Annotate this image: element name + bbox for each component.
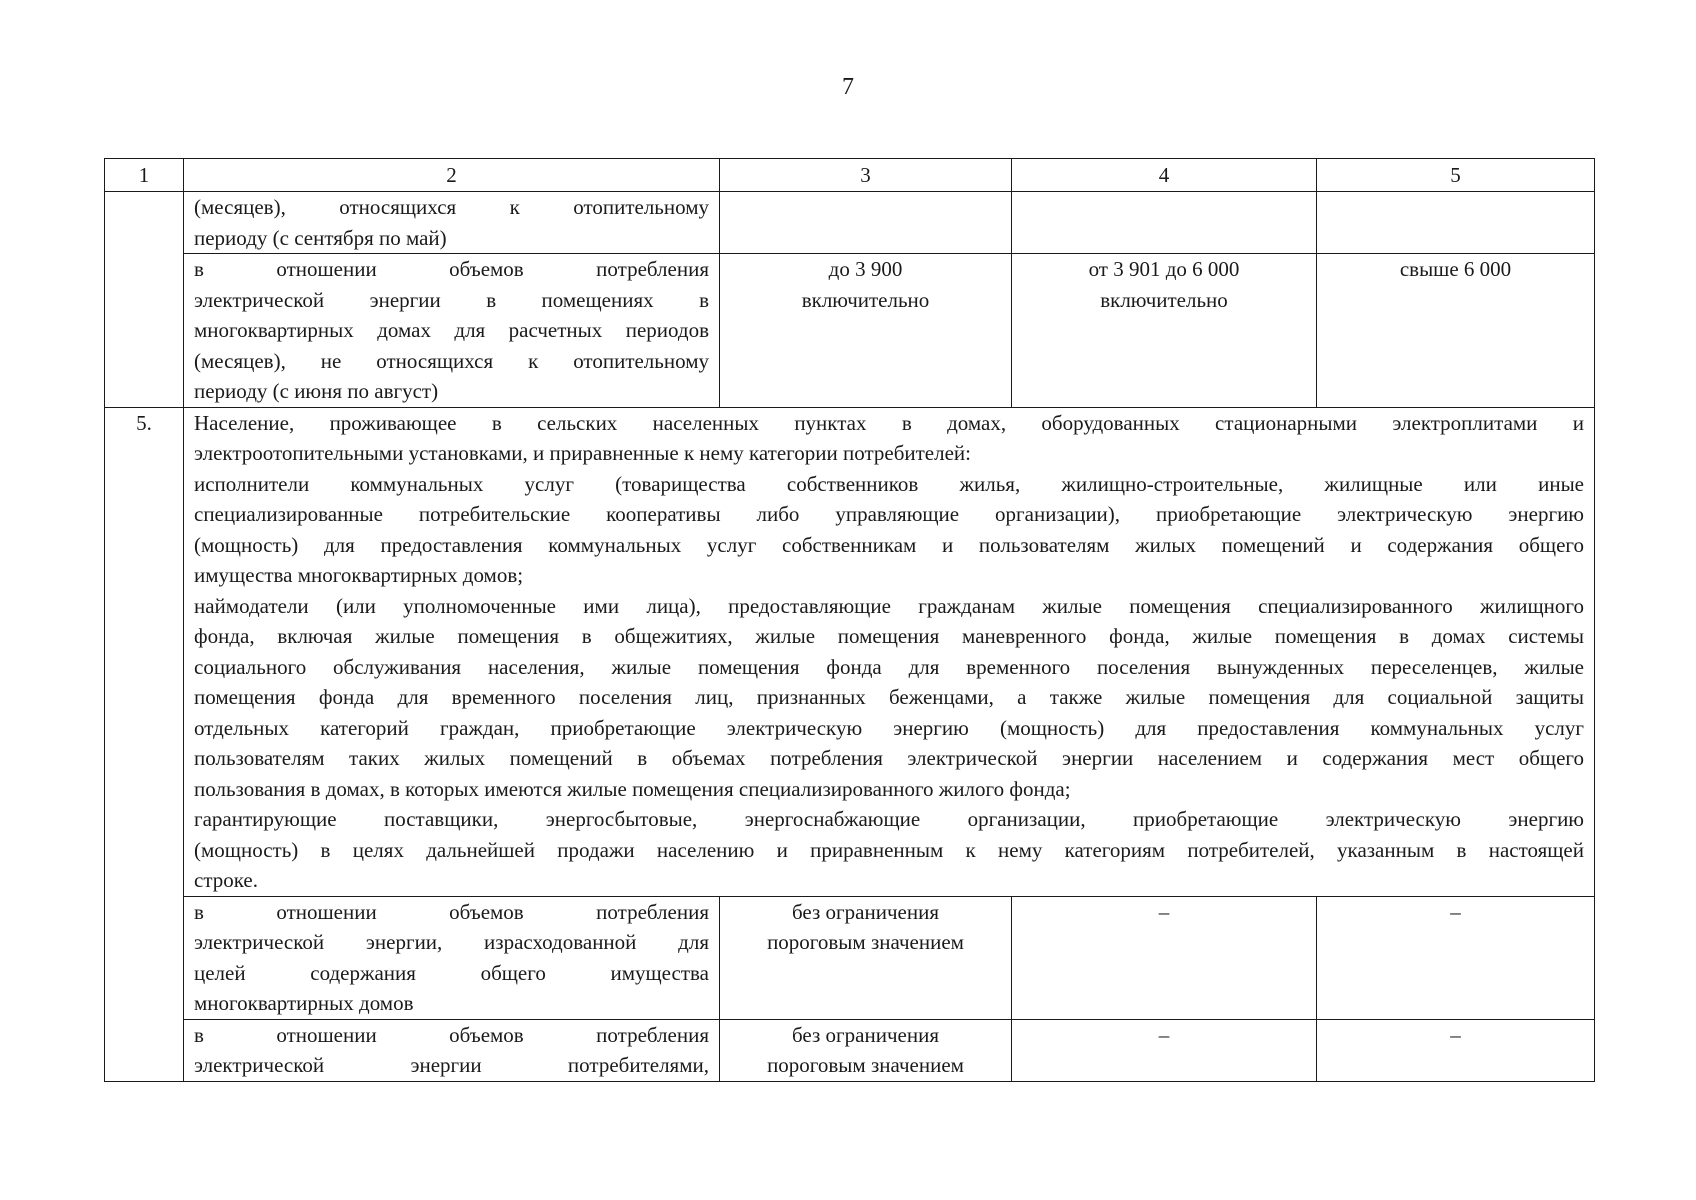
table-row xyxy=(105,407,1595,896)
row-b-description: в отношении объемов потребления электрической энергии в помещениях в многоквартирных домах для расчетных периодов (месяцев), не относящихся к отопительному периоду (с июня по август) xyxy=(184,254,720,408)
row-d-col4: – xyxy=(1012,1019,1317,1081)
row-c-col3: без ограничения пороговым значением xyxy=(720,896,1012,1019)
row-a-col3 xyxy=(720,192,1012,254)
row-a-col5 xyxy=(1317,192,1595,254)
row-a-description: (месяцев), относящихся к отопительному периоду (с сентября по май) xyxy=(184,192,720,254)
page-number: 7 xyxy=(842,74,854,100)
row-number-cell xyxy=(105,192,184,408)
row-c-col5: – xyxy=(1317,896,1595,1019)
row-c-description: в отношении объемов потребления электрической энергии, израсходованной для целей содержания общего имущества многоквартирных домов xyxy=(184,896,720,1019)
table-row xyxy=(105,896,1595,1019)
tariff-table xyxy=(104,158,1595,1082)
row-c-col4: – xyxy=(1012,896,1317,1019)
row-a-col4 xyxy=(1012,192,1317,254)
row-b-col5: свыше 6 000 xyxy=(1317,254,1595,408)
row-b-col4: от 3 901 до 6 000 включительно xyxy=(1012,254,1317,408)
row-d-col5: – xyxy=(1317,1019,1595,1081)
row-d-col3: без ограничения пороговым значением xyxy=(720,1019,1012,1081)
table-header-row xyxy=(105,159,1595,192)
header-col-3: 3 xyxy=(720,159,1012,192)
row-d-description: в отношении объемов потребления электрической энергии потребителями, xyxy=(184,1019,720,1081)
table-row xyxy=(105,1019,1595,1081)
row-b-col3: до 3 900 включительно xyxy=(720,254,1012,408)
header-col-1: 1 xyxy=(105,159,184,192)
table-row xyxy=(105,254,1595,408)
header-col-2: 2 xyxy=(184,159,720,192)
row-5-description: Население, проживающее в сельских населенных пунктах в домах, оборудованных стационарными электроплитами и электроотопительными установками, и приравненные к нему категории потребителей: исполнители коммунальных услуг (товарищества собственников жилья, жилищно-строительные, жилищные или иные специализированные потребительские кооперативы либо управляющие организации), приобретающие электрическую энергию (мощность) для предоставления коммунальных услуг собственникам и пользователям жилых помещений и содержания общего имущества многоквартирных домов; наймодатели (или уполномоченные ими лица), предоставляющие гражданам жилые помещения специализированного жилищного фонда, включая жилые помещения в общежитиях, жилые помещения маневренного фонда, жилые помещения в домах системы социального обслуживания населения, жилые помещения фонда для временного поселения вынужденных переселенцев, жилые помещения фонда для временного поселения лиц, признанных беженцами, а также жилые помещения для социальной защиты отдельных категорий граждан, приобретающие электрическую энергию (мощность) для предоставления коммунальных услуг пользователям таких жилых помещений в объемах потребления электрической энергии населением и содержания мест общего пользования в домах, в которых имеются жилые помещения специализированного жилого фонда; гарантирующие поставщики, энергосбытовые, энергоснабжающие организации, приобретающие электрическую энергию (мощность) в целях дальнейшей продажи населению и приравненным к нему категориям потребителей, указанным в настоящей строке. xyxy=(184,407,1595,896)
table-row xyxy=(105,192,1595,254)
header-col-5: 5 xyxy=(1317,159,1595,192)
row-5-number: 5. xyxy=(105,407,184,1081)
header-col-4: 4 xyxy=(1012,159,1317,192)
